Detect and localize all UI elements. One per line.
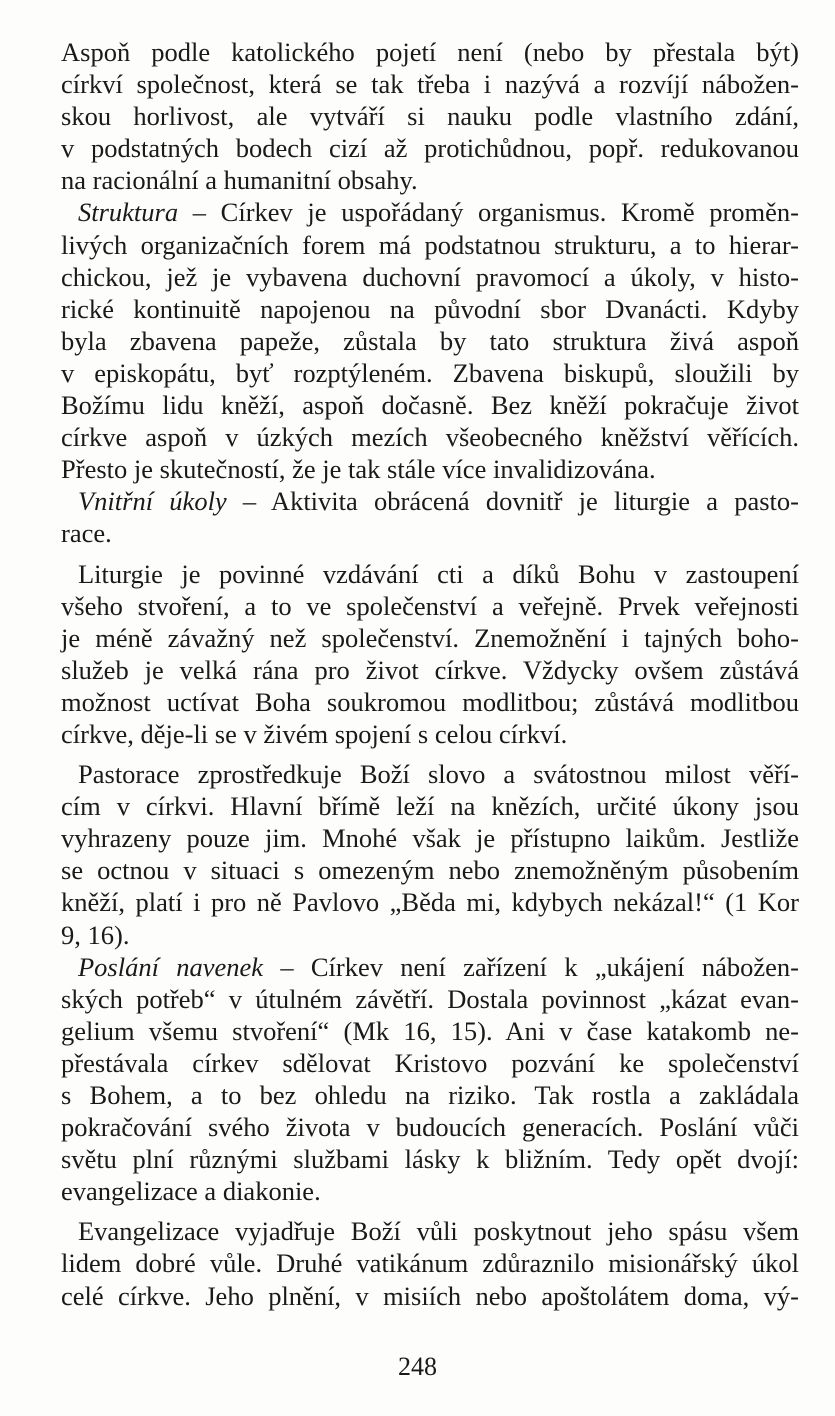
text-line: církví společnost, která se tak třeba i nazývá a rozvíjí nábožen-	[61, 69, 799, 100]
text-line: na racionální a humanitní obsahy.	[61, 165, 418, 196]
section-heading: Vnitřní úkoly	[78, 486, 227, 517]
text-line: všeho stvoření, a to ve společenství a veřejně. Prvek veřejnosti	[61, 590, 799, 621]
section-heading: Poslání navenek	[78, 951, 264, 982]
text-line: možnost uctívat Boha soukromou modlitbou; zůstává modlitbou	[61, 686, 799, 717]
text-line: cím v církvi. Hlavní břímě leží na knězích, určité úkony jsou	[61, 791, 799, 822]
text-line: je méně závažný než společenství. Znemožnění i tajných boho-	[61, 622, 799, 653]
text-line: přestávala církev sdělovat Kristovo pozvání ke společenství	[61, 1047, 799, 1078]
text-line: vyhrazeny pouze jim. Mnohé však je přístupno laikům. Jestliže	[61, 823, 799, 854]
text-line: Přesto je skutečností, že je tak stále více invalidizována.	[61, 454, 656, 485]
text-line: chickou, jež je vybavena duchovní pravomocí a úkoly, v histo-	[61, 261, 799, 292]
text-line	[61, 951, 799, 983]
page-number: 248	[398, 1352, 437, 1381]
text-line: pokračování svého života v budoucích generacích. Poslání vůči	[61, 1112, 799, 1143]
text-run: – Církev je uspořádaný organismus. Kromě proměn-	[178, 197, 799, 228]
text-line: gelium všemu stvoření“ (Mk 16, 15). Ani v čase katakomb ne-	[61, 1015, 799, 1046]
text-line: race.	[61, 518, 112, 549]
text-run: – Aktivita obrácená dovnitř je liturgie a pasto-	[226, 486, 799, 517]
text-run: – Církev není zařízení k „ukájení nábožen-	[263, 951, 799, 982]
text-line: Aspoň podle katolického pojetí není (nebo by přestala být)	[61, 37, 799, 67]
section-heading: Struktura	[78, 197, 179, 228]
text-line: evangelizace a diakonie.	[61, 1176, 321, 1207]
text-line: livých organizačních forem má podstatnou strukturu, a to hierar-	[61, 229, 799, 260]
text-line: kněží, platí i pro ně Pavlovo „Běda mi, kdybych nekázal!“ (1 Kor	[61, 887, 799, 918]
text-line	[61, 485, 799, 517]
text-line: se octnou v situaci s omezeným nebo znemožněným působením	[61, 855, 799, 886]
text-line: služeb je velká rána pro život církve. Vždycky ovšem zůstává	[61, 654, 799, 685]
text-line: skou horlivost, ale vytváří si nauku podle vlastního zdání,	[61, 101, 799, 132]
text-line: celé církve. Jeho plnění, v misiích nebo apoštolátem doma, vý-	[61, 1280, 799, 1311]
text-line: církve aspoň v úzkých mezích všeobecného kněžství věřících.	[61, 422, 799, 453]
text-line: v podstatných bodech cizí až protichůdnou, popř. redukovanou	[61, 133, 799, 164]
text-line: byla zbavena papeže, zůstala by tato struktura živá aspoň	[61, 325, 799, 356]
text-line: Liturgie je povinné vzdávání cti a díků Bohu v zastoupení	[78, 558, 799, 589]
text-line: světu plní různými službami lásky k bližním. Tedy opět dvojí:	[61, 1144, 799, 1175]
text-line: v episkopátu, byť rozptýleném. Zbavena biskupů, sloužili by	[61, 357, 799, 388]
text-line: Pastorace zprostředkuje Boží slovo a svátostnou milost věří-	[78, 759, 799, 790]
text-line: s Bohem, a to bez ohledu na riziko. Tak rostla a zakládala	[61, 1080, 799, 1110]
text-line: lidem dobré vůle. Druhé vatikánum zdůraznilo misionářský úkol	[61, 1248, 799, 1279]
text-line: Božímu lidu kněží, aspoň dočasně. Bez kněží pokračuje život	[61, 390, 799, 421]
text-line: rické kontinuitě napojenou na původní sbor Dvanácti. Kdyby	[61, 293, 799, 324]
text-line	[61, 196, 799, 228]
text-line: 9, 16).	[61, 919, 130, 950]
body-text	[61, 36, 799, 1312]
text-line: Evangelizace vyjadřuje Boží vůli poskytnout jeho spásu všem	[78, 1216, 799, 1247]
text-line: ských potřeb“ v útulném závětří. Dostala povinnost „kázat evan-	[61, 983, 799, 1014]
text-line: církve, děje-li se v živém spojení s celou církví.	[61, 718, 568, 749]
